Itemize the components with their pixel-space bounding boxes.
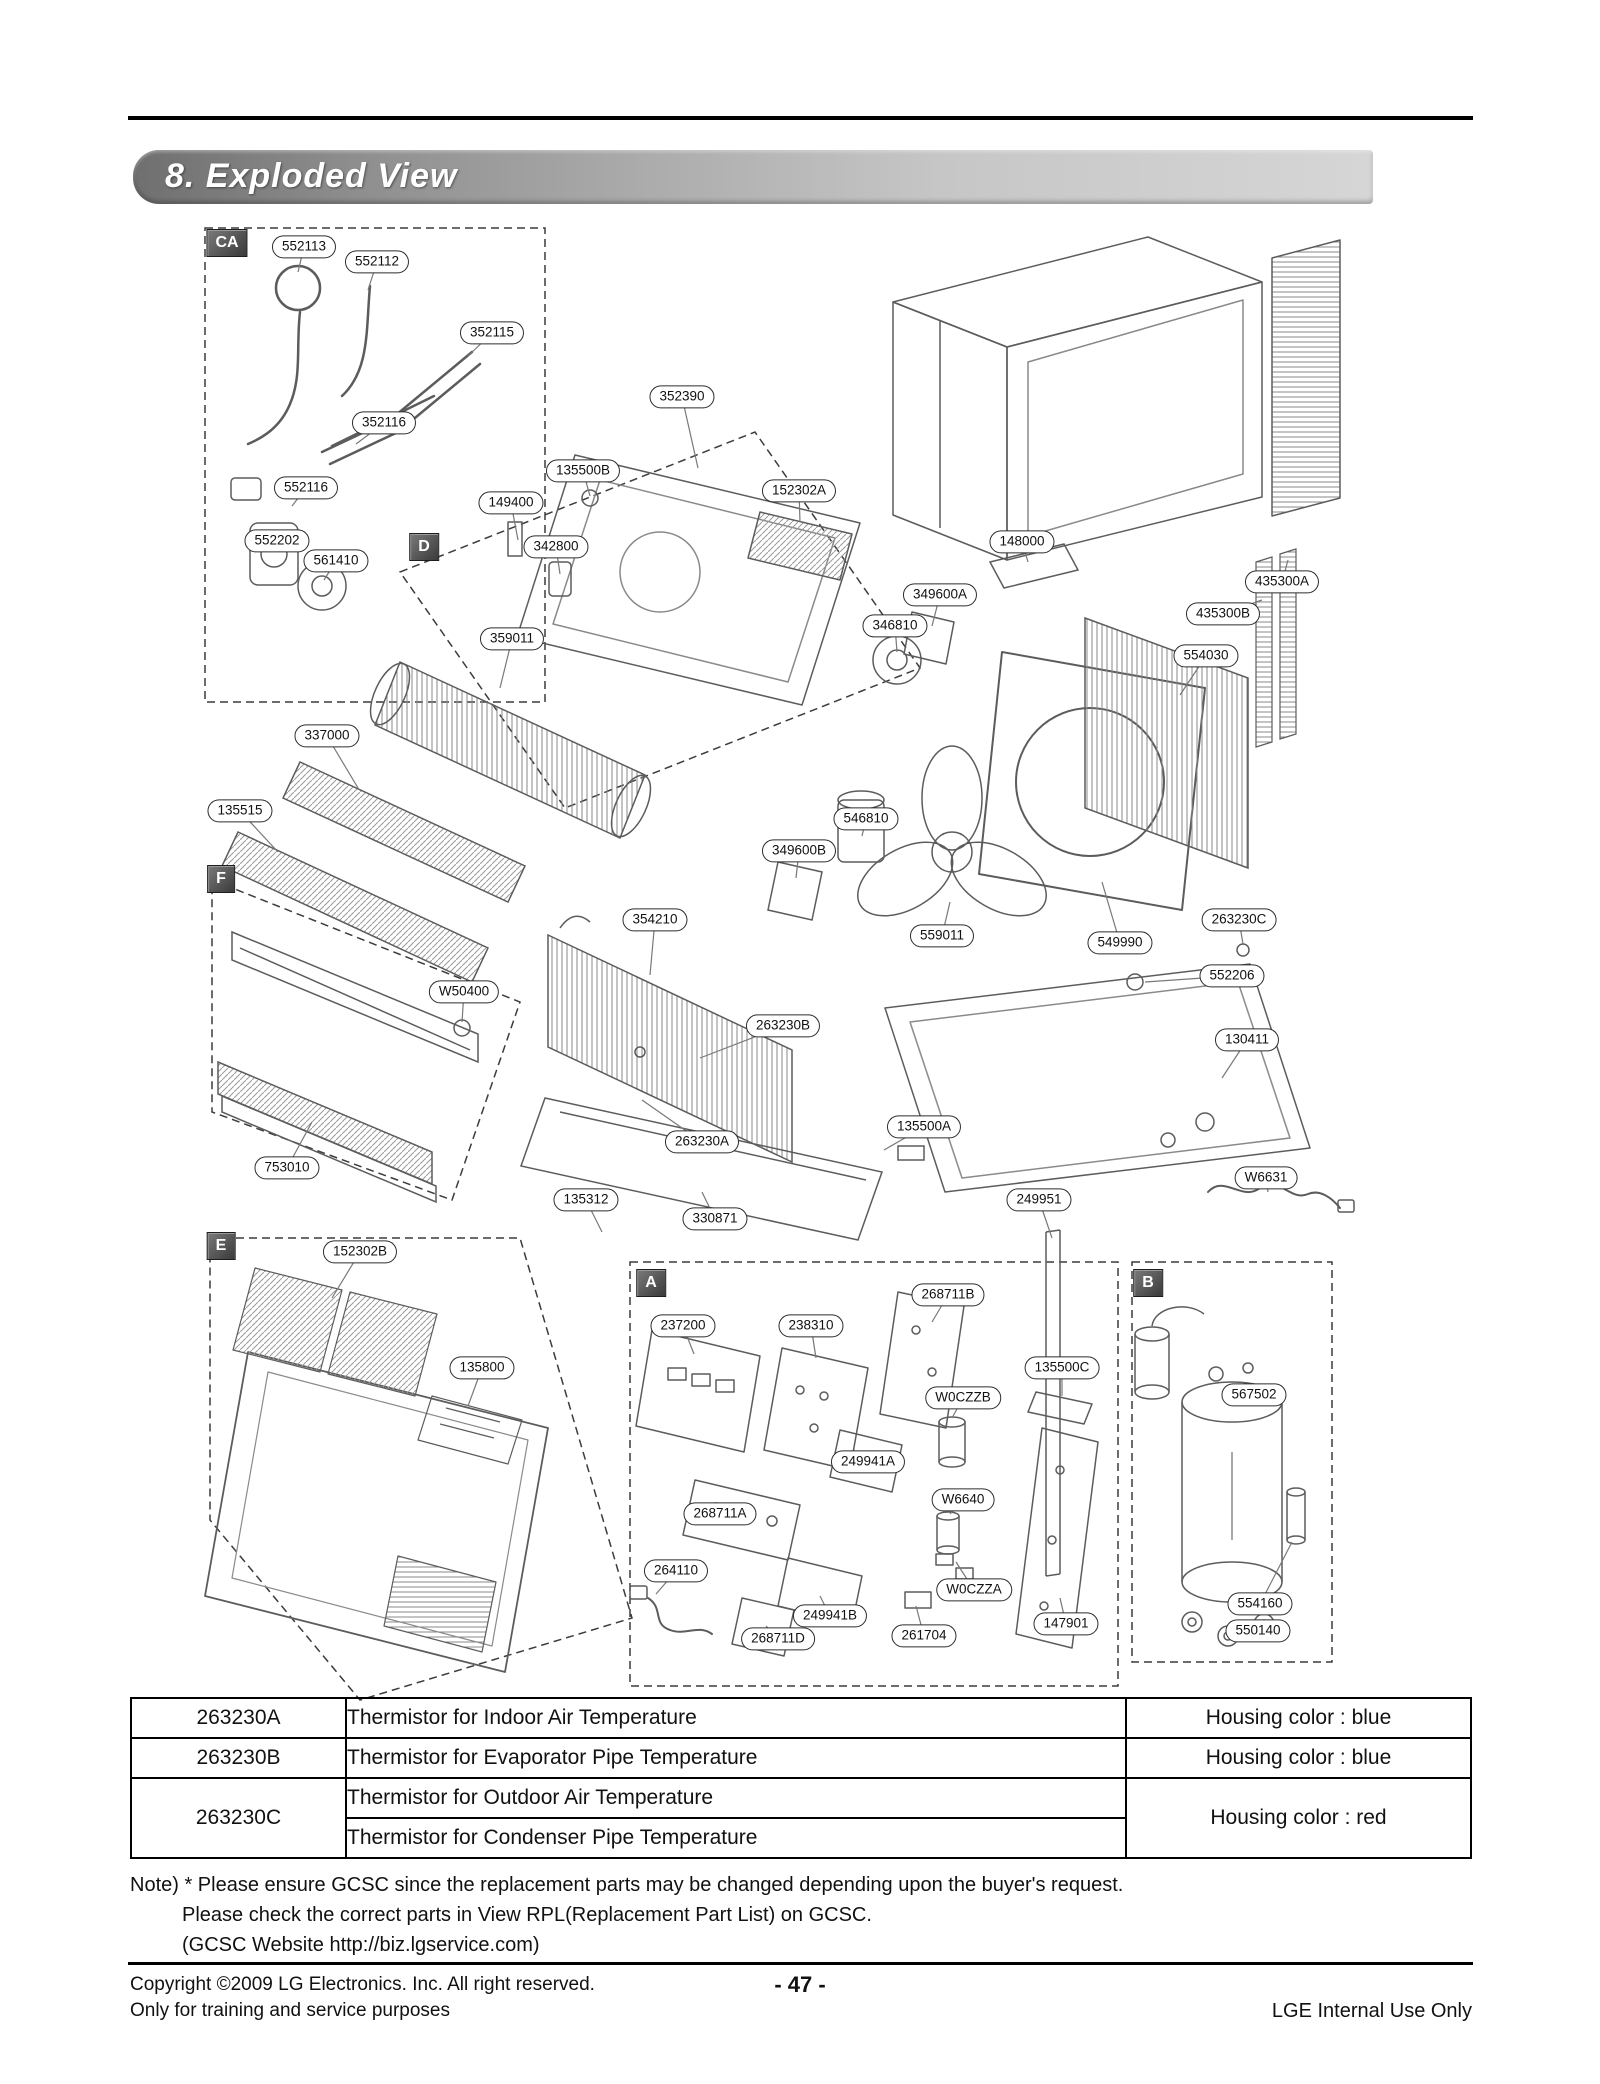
part-label: 552206 bbox=[1199, 964, 1264, 987]
part-label: 135312 bbox=[553, 1188, 618, 1211]
part-label: 554030 bbox=[1173, 644, 1238, 667]
table-cell-part: 263230A bbox=[131, 1698, 346, 1738]
part-label: W50400 bbox=[429, 980, 499, 1003]
table-cell-housing: Housing color : red bbox=[1126, 1778, 1471, 1858]
part-label: 342800 bbox=[523, 535, 588, 558]
part-label: 237200 bbox=[650, 1314, 715, 1337]
part-label: 435300A bbox=[1245, 570, 1319, 593]
part-label: 148000 bbox=[989, 530, 1054, 553]
part-label: 135800 bbox=[449, 1356, 514, 1379]
section-marker-ca: CA bbox=[206, 229, 247, 257]
part-label: 546810 bbox=[833, 807, 898, 830]
part-label: 552113 bbox=[272, 235, 336, 258]
part-label: 149400 bbox=[478, 491, 543, 514]
table-cell-desc: Thermistor for Condenser Pipe Temperature bbox=[346, 1818, 1126, 1858]
note-line: (GCSC Website http://biz.lgservice.com) bbox=[182, 1934, 540, 1956]
part-label: 263230C bbox=[1202, 908, 1277, 931]
footer-rule bbox=[128, 1962, 1473, 1965]
table-cell-part: 263230C bbox=[131, 1778, 346, 1858]
part-label: 264110 bbox=[644, 1559, 708, 1582]
part-label: 263230A bbox=[665, 1130, 739, 1153]
part-label: 147901 bbox=[1033, 1612, 1098, 1635]
part-label: 268711D bbox=[741, 1627, 815, 1650]
part-label: 268711A bbox=[683, 1502, 756, 1525]
part-label: 352116 bbox=[352, 411, 416, 434]
part-label: 268711B bbox=[911, 1283, 984, 1306]
part-label: 552112 bbox=[345, 250, 409, 273]
part-label: 559011 bbox=[910, 924, 974, 947]
section-marker-f: F bbox=[207, 865, 235, 893]
table-row bbox=[131, 1778, 1471, 1818]
part-label: 135500A bbox=[887, 1115, 961, 1138]
part-label: 349600A bbox=[903, 583, 977, 606]
part-label: 152302B bbox=[323, 1240, 397, 1263]
part-label: 354210 bbox=[622, 908, 687, 931]
part-label: 330871 bbox=[682, 1207, 747, 1230]
table-row bbox=[131, 1738, 1471, 1778]
note-block bbox=[130, 1870, 1470, 1960]
table-cell-desc: Thermistor for Indoor Air Temperature bbox=[346, 1698, 1126, 1738]
part-label: 567502 bbox=[1221, 1383, 1286, 1406]
part-label: 435300B bbox=[1186, 602, 1260, 625]
internal-use-text: LGE Internal Use Only bbox=[1271, 2000, 1472, 2022]
part-label: 549990 bbox=[1087, 931, 1152, 954]
part-label: 261704 bbox=[891, 1624, 956, 1647]
copyright-line: Only for training and service purposes bbox=[130, 1999, 450, 2021]
part-label: 554160 bbox=[1227, 1592, 1292, 1615]
table-row bbox=[131, 1698, 1471, 1738]
part-label: 263230B bbox=[746, 1014, 820, 1037]
table-cell-part: 263230B bbox=[131, 1738, 346, 1778]
part-label: 249941A bbox=[831, 1450, 905, 1473]
section-marker-e: E bbox=[207, 1232, 236, 1260]
table-cell-desc: Thermistor for Evaporator Pipe Temperature bbox=[346, 1738, 1126, 1778]
part-label: 550140 bbox=[1225, 1619, 1290, 1642]
part-label: 359011 bbox=[480, 627, 544, 650]
part-label: 135515 bbox=[207, 799, 272, 822]
part-label: 352115 bbox=[460, 321, 524, 344]
part-label: 135500C bbox=[1025, 1356, 1100, 1379]
part-label: 337000 bbox=[294, 724, 359, 747]
part-label: 249941B bbox=[793, 1604, 867, 1627]
table-cell-desc: Thermistor for Outdoor Air Temperature bbox=[346, 1778, 1126, 1818]
section-marker-d: D bbox=[409, 533, 439, 561]
part-label: 753010 bbox=[254, 1156, 319, 1179]
part-label: W0CZZA bbox=[936, 1578, 1012, 1601]
part-label: W6640 bbox=[932, 1488, 995, 1511]
part-label: 249951 bbox=[1006, 1188, 1071, 1211]
part-label: 552116 bbox=[274, 476, 338, 499]
part-label: 561410 bbox=[303, 549, 368, 572]
part-label: W6631 bbox=[1235, 1166, 1298, 1189]
part-label: 349600B bbox=[762, 839, 836, 862]
copyright-line: Copyright ©2009 LG Electronics. Inc. All right reserved. bbox=[130, 1974, 595, 1995]
note-line: Note) * Please ensure GCSC since the replacement parts may be changed depending upon the buyer's request. bbox=[130, 1874, 1124, 1896]
thermistor-table bbox=[130, 1697, 1472, 1859]
note-line: Please check the correct parts in View RPL(Replacement Part List) on GCSC. bbox=[182, 1904, 872, 1926]
page-title: 8. Exploded View bbox=[165, 157, 458, 195]
table-cell-housing: Housing color : blue bbox=[1126, 1698, 1471, 1738]
part-label: 238310 bbox=[778, 1314, 843, 1337]
part-label: 135500B bbox=[546, 459, 620, 482]
section-marker-b: B bbox=[1133, 1269, 1163, 1297]
part-label: W0CZZB bbox=[925, 1386, 1001, 1409]
part-label: 130411 bbox=[1215, 1028, 1279, 1051]
part-label: 552202 bbox=[244, 529, 309, 552]
page-number: - 47 - bbox=[774, 1972, 826, 1997]
part-label: 346810 bbox=[862, 614, 927, 637]
part-label: 352390 bbox=[649, 385, 714, 408]
section-marker-a: A bbox=[636, 1269, 666, 1297]
table-cell-housing: Housing color : blue bbox=[1126, 1738, 1471, 1778]
part-label: 152302A bbox=[762, 479, 836, 502]
